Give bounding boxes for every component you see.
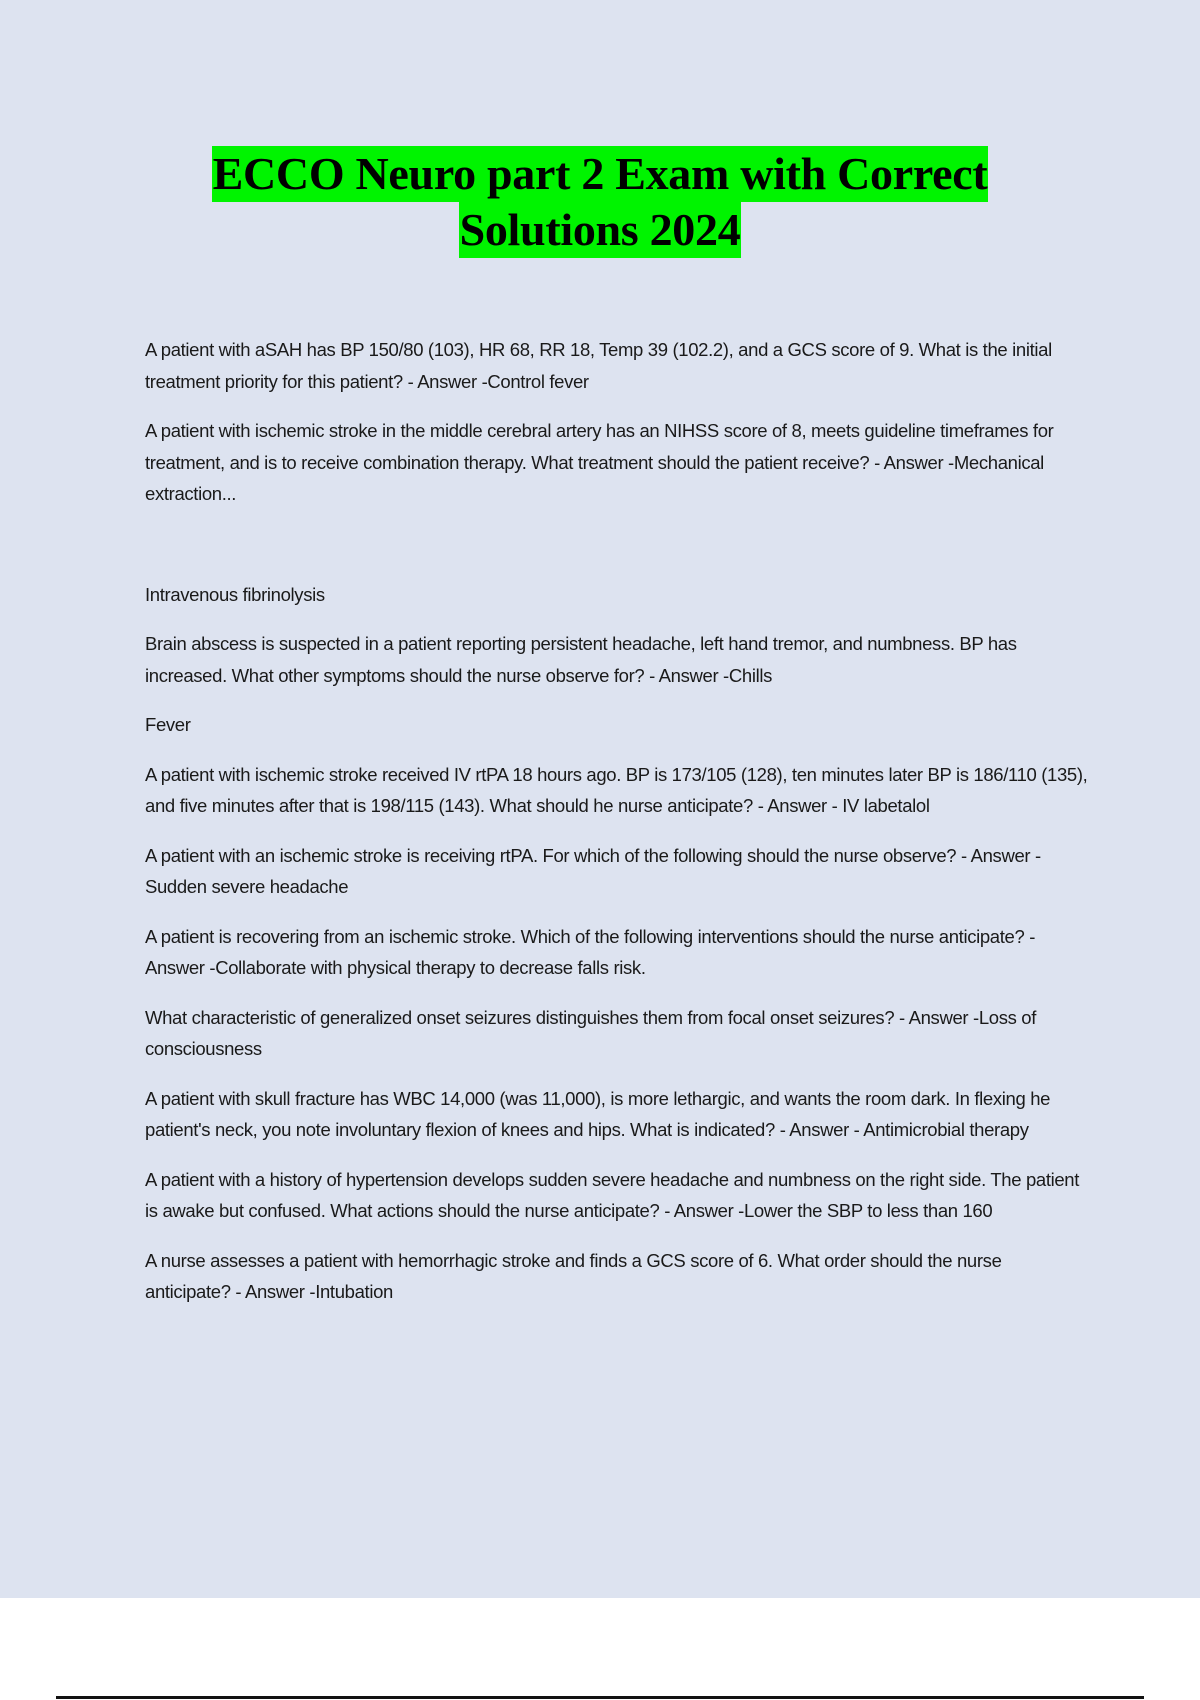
answer-option-paragraph: Fever <box>145 714 191 735</box>
question-paragraph: A patient with aSAH has BP 150/80 (103), HR 68, RR 18, Temp 39 (102.2), and a GCS score of 9. What is the initial treatment priority for this patient? - Answer -Control fever <box>145 339 1052 392</box>
question-paragraph: A patient with skull fracture has WBC 14,000 (was 11,000), is more lethargic, and wants the room dark. In flexing he patient's neck, you note involuntary flexion of knees and hips. What is indicated? - Answer - Antimicrobial therapy <box>145 1087 1051 1140</box>
question-paragraph: A patient with an ischemic stroke is receiving rtPA. For which of the following should the nurse observe? - Answer -Sudden severe headache <box>145 844 1041 897</box>
question-paragraph: A patient with ischemic stroke in the middle cerebral artery has an NIHSS score of 8, meets guideline timeframes for treatment, and is to receive combination therapy. What treatment should the patient receive? - Answer -Mechanical extraction... <box>145 420 1054 504</box>
question-paragraph: A nurse assesses a patient with hemorrhagic stroke and finds a GCS score of 6. What order should the nurse anticipate? - Answer -Intubation <box>145 1249 1002 1302</box>
title-line-1: ECCO Neuro part 2 Exam with Correct <box>212 146 989 202</box>
question-paragraph: A patient with ischemic stroke received IV rtPA 18 hours ago. BP is 173/105 (128), ten minutes later BP is 186/110 (135), and five minutes after that is 198/115 (143). What should he nurse anticipate? - Answer - IV labetalol <box>145 763 1088 816</box>
document-title <box>0 146 1200 258</box>
question-paragraph: What characteristic of generalized onset seizures distinguishes them from focal onset seizures? - Answer -Loss of consciousness <box>145 1006 1037 1059</box>
footer-divider <box>56 1696 1144 1699</box>
document-body <box>145 334 1090 1326</box>
question-paragraph: Brain abscess is suspected in a patient reporting persistent headache, left hand tremor, and numbness. BP has increased. What other symptoms should the nurse observe for? - Answer -Chills <box>145 633 1017 686</box>
question-paragraph: A patient is recovering from an ischemic stroke. Which of the following interventions should the nurse anticipate? - Answer -Collaborate with physical therapy to decrease falls risk. <box>145 925 1036 978</box>
answer-option-paragraph: Intravenous fibrinolysis <box>145 583 325 605</box>
title-line-2: Solutions 2024 <box>459 202 742 258</box>
question-paragraph: A patient with a history of hypertension develops sudden severe headache and numbness on the right side. The patient is awake but confused. What actions should the nurse anticipate? - Answer -Lower the SBP to less than 160 <box>145 1168 1080 1221</box>
